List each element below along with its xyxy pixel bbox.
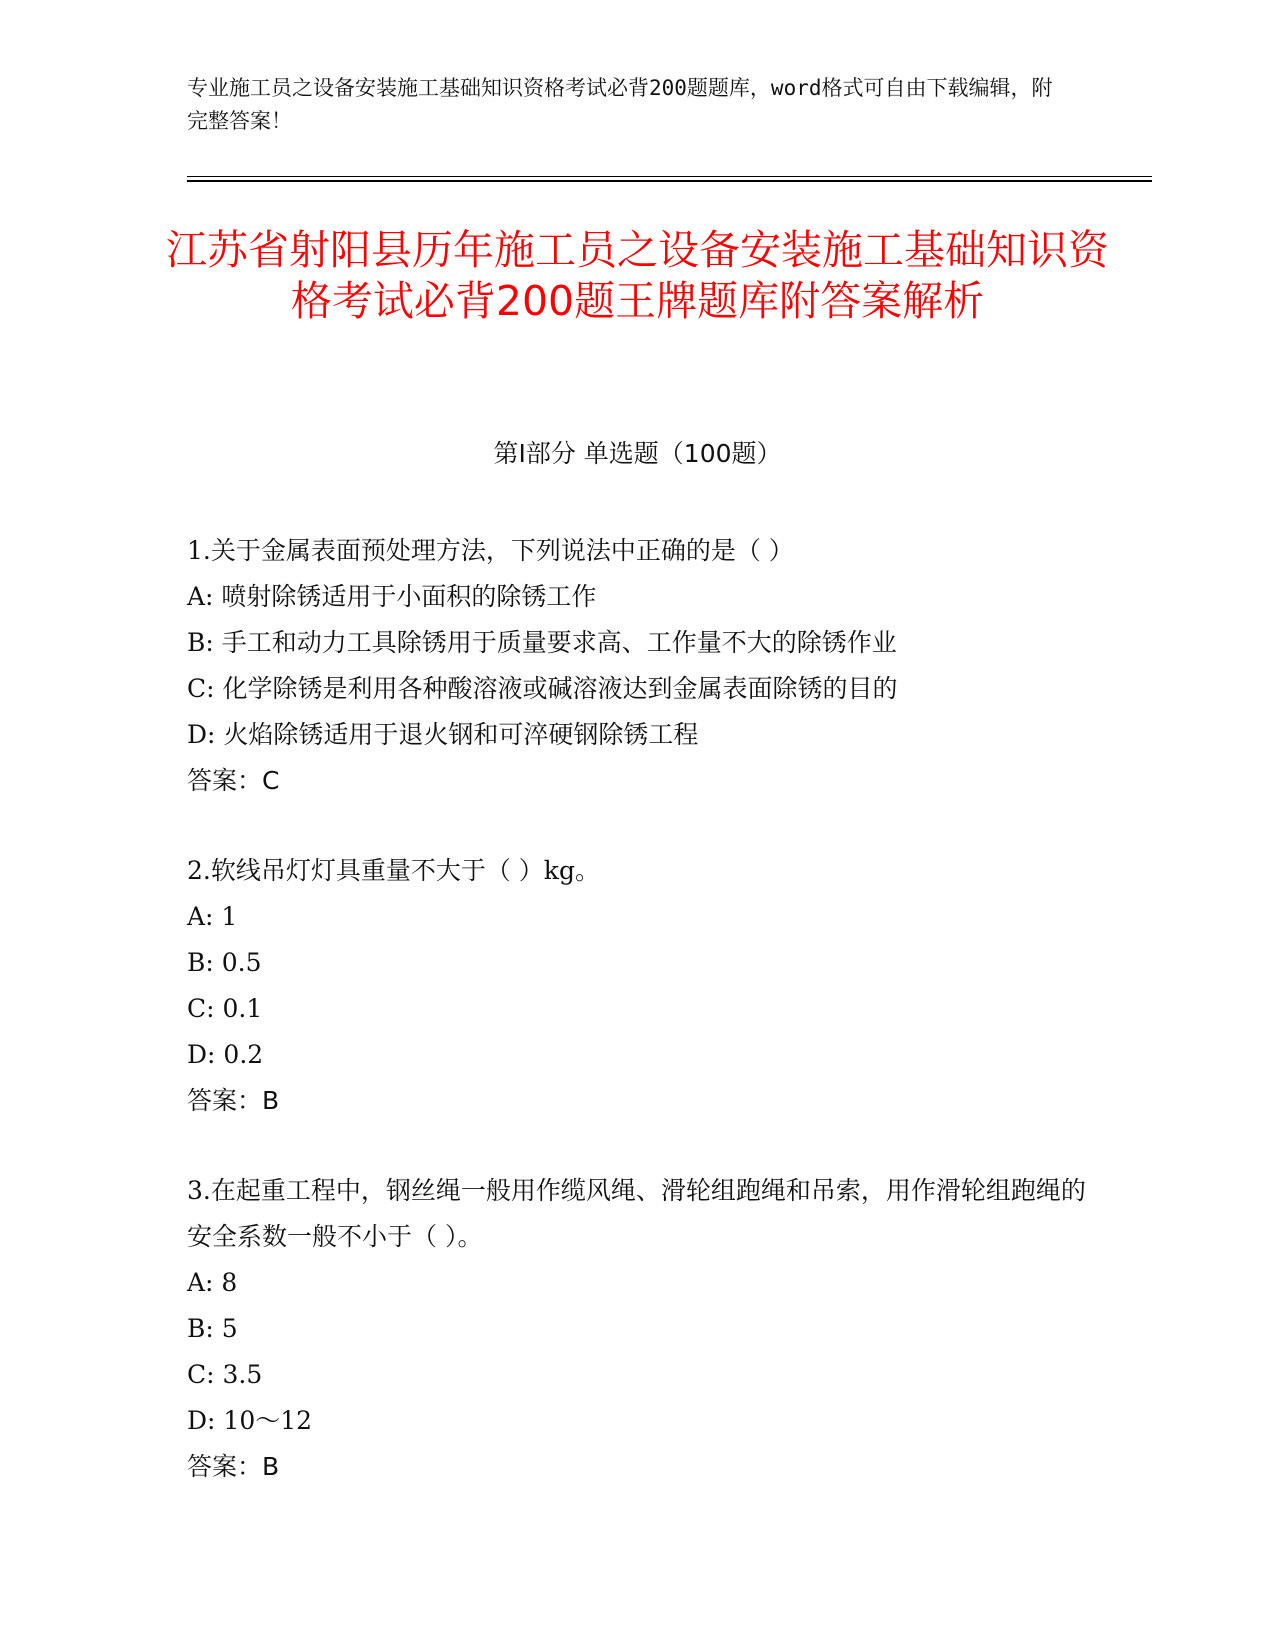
question-2 [187,848,1087,1124]
option-a: A: 喷射除锈适用于小面积的除锈工作 [187,582,597,611]
answer: 答案：C [187,766,280,795]
question-stem: 2.软线吊灯灯具重量不大于（ ）kg。 [187,856,600,885]
question-3 [187,1168,1087,1490]
question-stem: 3.在起重工程中，钢丝绳一般用作缆风绳、滑轮组跑绳和吊索，用作滑轮组跑绳的安全系数一般不小于（ ）。 [187,1176,1086,1251]
option-b: B: 0.5 [187,948,262,977]
option-b: B: 5 [187,1314,238,1343]
section-heading: 第I部分 单选题（100题） [493,439,782,468]
document-title: 江苏省射阳县历年施工员之设备安装施工基础知识资格考试必背200题王牌题库附答案解析 [166,226,1109,325]
option-a: A: 8 [187,1268,238,1297]
question-1 [187,528,1087,804]
option-c: C: 3.5 [187,1360,263,1389]
option-d: D: 0.2 [187,1040,264,1069]
answer: 答案：B [187,1086,280,1115]
header-divider-thin [187,176,1152,177]
option-c: C: 0.1 [187,994,263,1023]
answer: 答案：B [187,1452,280,1481]
option-d: D: 10～12 [187,1406,313,1435]
header-note: 专业施工员之设备安装施工基础知识资格考试必背200题题库，word格式可自由下载编辑，附完整答案！ [187,76,1053,133]
header-divider-thick [187,180,1152,182]
option-d: D: 火焰除锈适用于退火钢和可淬硬钢除锈工程 [187,720,699,749]
option-c: C: 化学除锈是利用各种酸溶液或碱溶液达到金属表面除锈的目的 [187,674,898,703]
option-b: B: 手工和动力工具除锈用于质量要求高、工作量不大的除锈作业 [187,628,897,657]
option-a: A: 1 [187,902,238,931]
question-stem: 1.关于金属表面预处理方法，下列说法中正确的是（ ） [187,536,794,565]
